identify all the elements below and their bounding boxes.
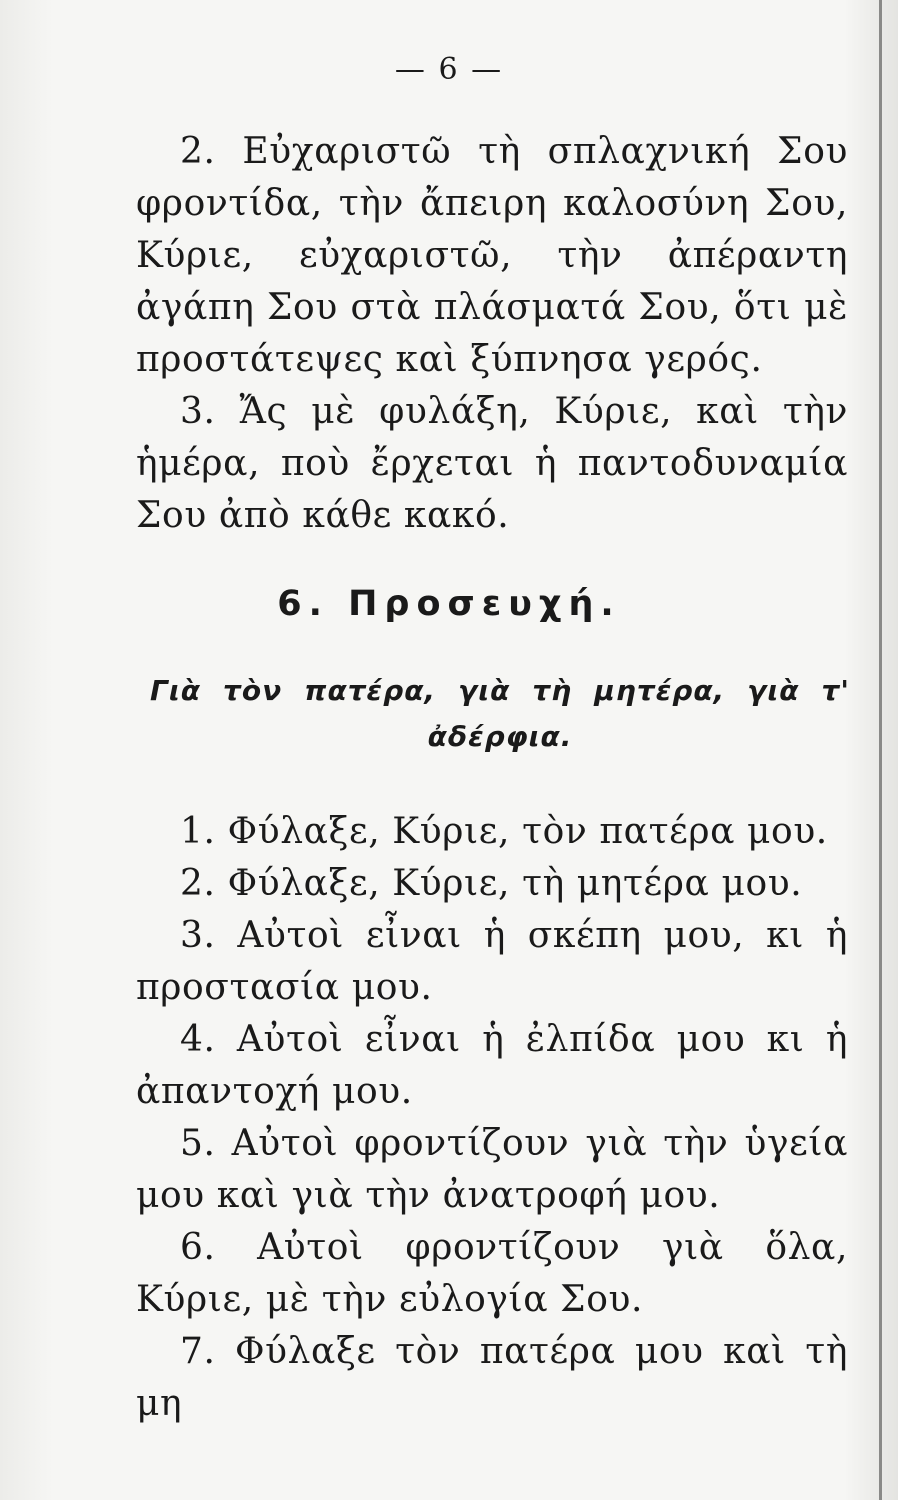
- paragraph-2: 2. Εὐχαριστῶ τὴ σπλαχνική Σου φροντίδα, τὴν ἄπειρη καλοσύνη Σου, Κύριε, εὐχαριστῶ, τὴν ἀπέραντη ἀγάπη Σου στὰ πλάσματά Σου, ὅτι μὲ προστάτεψες καὶ ξύπνησα γερός.: [136, 131, 848, 380]
- prayer-heading: 6. Προσευχή.: [277, 584, 621, 624]
- intro-text-block: [136, 126, 848, 542]
- prayer-subheading: Γιὰ τὸν πατέρα, γιὰ τὴ μητέρα, γιὰ τ' ἀδέρφια.: [150, 674, 850, 753]
- page-edge-shadow: [879, 0, 882, 1500]
- paragraph-3: 3. Ἄς μὲ φυλάξη, Κύριε, καὶ τὴν ἡμέρα, ποὺ ἔρχεται ἡ παντοδυναμία Σου ἀπὸ κάθε κακό.: [136, 391, 848, 536]
- prayer-line-1: 1. Φύλαξε, Κύριε, τὸν πατέρα μου.: [180, 811, 828, 852]
- prayer-line-5: 5. Αὐτοὶ φροντίζουν γιὰ τὴν ὑγεία μου καὶ γιὰ τὴν ἀνατροφή μου.: [136, 1123, 848, 1216]
- prayer-text-block: [136, 806, 848, 1430]
- page-number: — 6 —: [394, 52, 504, 87]
- prayer-line-4: 4. Αὐτοὶ εἶναι ἡ ἐλπίδα μου κι ἡ ἀπαντοχή μου.: [136, 1019, 848, 1112]
- prayer-line-3: 3. Αὐτοὶ εἶναι ἡ σκέπη μου, κι ἡ προστασία μου.: [136, 915, 848, 1008]
- prayer-line-7: 7. Φύλαξε τὸν πατέρα μου καὶ τὴ μη: [136, 1331, 848, 1424]
- prayer-line-6: 6. Αὐτοὶ φροντίζουν γιὰ ὅλα, Κύριε, μὲ τὴν εὐλογία Σου.: [136, 1227, 848, 1320]
- prayer-line-2: 2. Φύλαξε, Κύριε, τὴ μητέρα μου.: [180, 863, 803, 904]
